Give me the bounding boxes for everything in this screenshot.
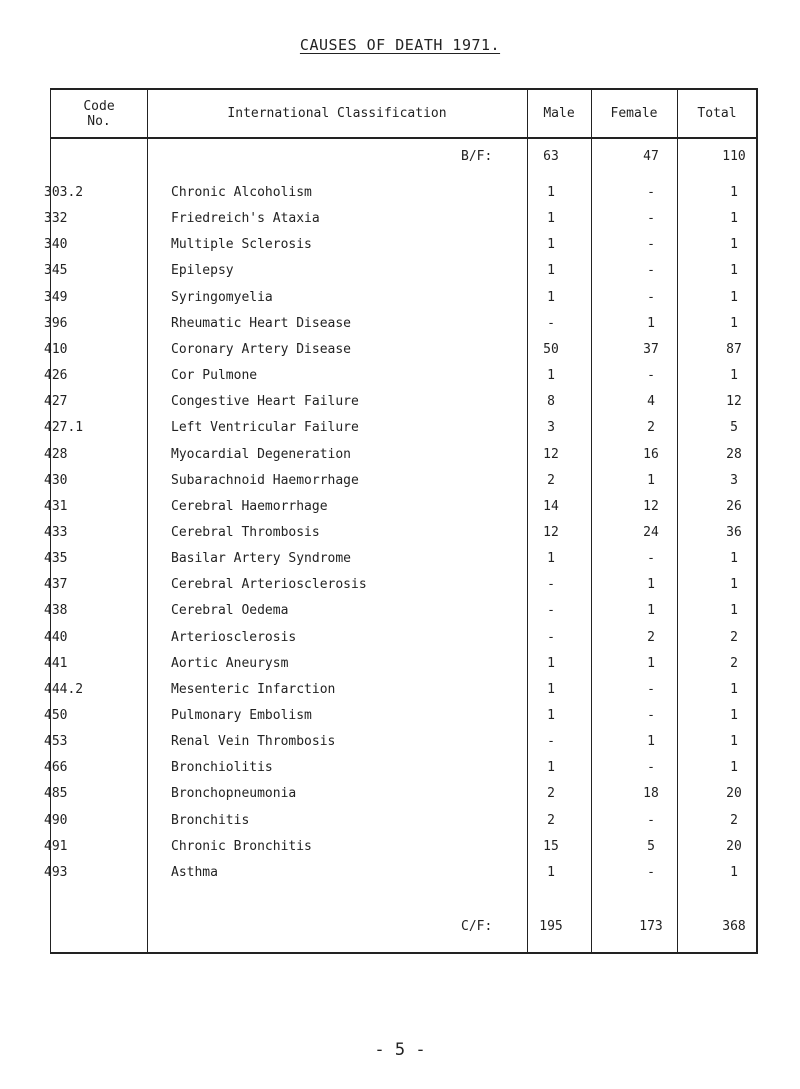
- row-code: 396: [44, 315, 68, 331]
- row-code: 444.2: [44, 681, 84, 697]
- table-row: [44, 470, 756, 494]
- table-row: [44, 391, 756, 415]
- carried-forward-total: 368: [722, 919, 746, 934]
- table-row: [44, 836, 756, 860]
- row-code: 466: [44, 760, 68, 776]
- row-total: 1: [730, 211, 738, 227]
- row-disease: Arteriosclerosis: [171, 629, 297, 645]
- row-female: -: [647, 812, 655, 828]
- row-total: 2: [730, 655, 738, 671]
- row-disease: Basilar Artery Syndrome: [171, 551, 352, 567]
- header-classification: International Classification: [227, 106, 447, 121]
- row-disease: Cerebral Oedema: [171, 603, 289, 619]
- row-code: 410: [44, 341, 68, 357]
- row-code: 430: [44, 472, 68, 488]
- row-disease: Cerebral Haemorrhage: [171, 498, 328, 514]
- row-total: 28: [726, 446, 742, 462]
- row-male: 1: [547, 185, 555, 200]
- brought-forward-female: 47: [643, 149, 659, 164]
- row-male: -: [547, 315, 555, 331]
- row-disease: Chronic Bronchitis: [171, 838, 312, 854]
- row-code: 340: [44, 237, 68, 253]
- row-male: 1: [547, 655, 555, 671]
- row-male: -: [547, 577, 555, 593]
- table-row: [44, 731, 756, 755]
- row-code: 427: [44, 394, 68, 410]
- row-total: 1: [730, 760, 738, 776]
- table-row: [44, 444, 756, 468]
- row-female: -: [647, 263, 655, 279]
- row-total: 3: [730, 472, 738, 488]
- row-male: 1: [547, 237, 555, 253]
- table-row: [44, 783, 756, 807]
- row-male: -: [547, 629, 555, 645]
- table-row: [44, 679, 756, 703]
- row-total: 1: [730, 185, 738, 200]
- brought-forward-male: 63: [543, 149, 559, 164]
- table-row: [44, 287, 756, 311]
- row-female: 4: [647, 394, 655, 410]
- header-divider: [51, 137, 756, 139]
- row-total: 1: [730, 734, 738, 750]
- row-disease: Bronchitis: [171, 812, 250, 828]
- row-female: -: [647, 760, 655, 776]
- row-female: 1: [647, 603, 655, 619]
- row-male: 1: [547, 681, 555, 697]
- row-female: 1: [647, 472, 655, 488]
- row-disease: Pulmonary Embolism: [171, 708, 312, 723]
- row-code: 438: [44, 603, 68, 619]
- table-row: [44, 600, 756, 624]
- row-disease: Epilepsy: [171, 263, 234, 279]
- row-female: -: [647, 368, 655, 384]
- row-code: 440: [44, 629, 68, 645]
- table-row: [44, 627, 756, 651]
- table-row: [44, 365, 756, 389]
- row-total: 1: [730, 263, 738, 279]
- row-male: 12: [543, 446, 559, 462]
- brought-forward-row: [51, 146, 756, 170]
- row-disease: Bronchopneumonia: [171, 786, 297, 802]
- row-code: 485: [44, 786, 68, 802]
- row-code: 450: [44, 708, 68, 723]
- table-row: [44, 182, 756, 206]
- table-row: [44, 234, 756, 258]
- row-female: 1: [647, 315, 655, 331]
- row-code: 437: [44, 577, 68, 593]
- row-code: 349: [44, 289, 68, 305]
- row-male: -: [547, 734, 555, 750]
- row-female: 1: [647, 734, 655, 750]
- row-code: 493: [44, 864, 68, 880]
- causes-of-death-table: [44, 88, 758, 954]
- row-disease: Bronchiolitis: [171, 760, 273, 776]
- row-male: -: [547, 603, 555, 619]
- row-total: 1: [730, 603, 738, 619]
- row-code: 428: [44, 446, 68, 462]
- page-number: - 5 -: [374, 1040, 426, 1060]
- row-female: 1: [647, 655, 655, 671]
- row-male: 14: [543, 498, 559, 514]
- row-disease: Friedreich's Ataxia: [171, 211, 320, 227]
- row-female: -: [647, 864, 655, 880]
- row-male: 2: [547, 472, 555, 488]
- table-row: [44, 208, 756, 232]
- page-title: CAUSES OF DEATH 1971.: [299, 36, 501, 54]
- header-total: Total: [697, 106, 737, 121]
- row-disease: Renal Vein Thrombosis: [171, 734, 336, 750]
- table-row: [44, 496, 756, 520]
- row-male: 8: [547, 394, 555, 410]
- row-disease: Mesenteric Infarction: [171, 681, 336, 697]
- row-code: 345: [44, 263, 68, 279]
- row-code: 427.1: [44, 420, 84, 436]
- row-disease: Cerebral Thrombosis: [171, 524, 320, 540]
- row-male: 1: [547, 760, 555, 776]
- row-code: 491: [44, 838, 68, 854]
- row-disease: Chronic Alcoholism: [171, 185, 312, 200]
- row-male: 3: [547, 420, 555, 436]
- row-male: 50: [543, 341, 559, 357]
- carried-forward-row: [51, 916, 756, 940]
- row-disease: Myocardial Degeneration: [171, 446, 352, 462]
- row-total: 2: [730, 812, 738, 828]
- row-code: 426: [44, 368, 68, 384]
- table-row: [44, 313, 756, 337]
- row-code: 431: [44, 498, 68, 514]
- row-male: 1: [547, 368, 555, 384]
- header-female: Female: [610, 106, 658, 121]
- row-total: 20: [726, 838, 742, 854]
- row-female: -: [647, 681, 655, 697]
- row-male: 2: [547, 786, 555, 802]
- row-female: 2: [647, 420, 655, 436]
- row-total: 87: [726, 341, 742, 357]
- row-code: 332: [44, 211, 68, 227]
- brought-forward-total: 110: [722, 149, 746, 164]
- row-female: 1: [647, 577, 655, 593]
- row-code: 453: [44, 734, 68, 750]
- row-total: 36: [726, 524, 742, 540]
- row-disease: Aortic Aneurysm: [171, 655, 289, 671]
- row-total: 20: [726, 786, 742, 802]
- header-code: Code No.: [83, 98, 115, 129]
- row-female: 16: [643, 446, 659, 462]
- table-row: [44, 810, 756, 834]
- row-female: 18: [643, 786, 659, 802]
- row-female: -: [647, 185, 655, 200]
- row-disease: Cor Pulmone: [171, 368, 258, 384]
- row-male: 12: [543, 524, 559, 540]
- row-disease: Rheumatic Heart Disease: [171, 315, 352, 331]
- carried-forward-male: 195: [539, 919, 563, 934]
- brought-forward-label: B/F:: [461, 149, 493, 164]
- row-total: 1: [730, 681, 738, 697]
- row-female: 5: [647, 838, 655, 854]
- row-disease: Congestive Heart Failure: [171, 394, 359, 410]
- row-code: 433: [44, 524, 68, 540]
- row-female: -: [647, 237, 655, 253]
- header-male: Male: [543, 106, 575, 121]
- row-total: 1: [730, 289, 738, 305]
- table-row: [44, 522, 756, 546]
- row-disease: Coronary Artery Disease: [171, 341, 352, 357]
- row-total: 1: [730, 368, 738, 384]
- row-female: -: [647, 708, 655, 723]
- row-disease: Syringomyelia: [171, 289, 273, 305]
- row-disease: Left Ventricular Failure: [171, 420, 359, 436]
- row-code: 490: [44, 812, 68, 828]
- row-female: 12: [643, 498, 659, 514]
- table-row: [44, 548, 756, 572]
- row-code: 303.2: [44, 185, 84, 200]
- row-male: 1: [547, 211, 555, 227]
- table-row: [44, 653, 756, 677]
- row-female: -: [647, 211, 655, 227]
- row-code: 435: [44, 551, 68, 567]
- row-total: 5: [730, 420, 738, 436]
- row-disease: Asthma: [171, 864, 218, 880]
- row-disease: Cerebral Arteriosclerosis: [171, 577, 367, 593]
- row-total: 1: [730, 315, 738, 331]
- row-male: 1: [547, 263, 555, 279]
- row-total: 1: [730, 864, 738, 880]
- table-row: [44, 705, 756, 729]
- row-code: 441: [44, 655, 68, 671]
- row-total: 1: [730, 708, 738, 723]
- table-row: [44, 417, 756, 441]
- carried-forward-female: 173: [639, 919, 663, 934]
- row-total: 1: [730, 237, 738, 253]
- row-male: 15: [543, 838, 559, 854]
- row-male: 1: [547, 289, 555, 305]
- row-total: 12: [726, 394, 742, 410]
- row-disease: Subarachnoid Haemorrhage: [171, 472, 359, 488]
- table-row: [44, 757, 756, 781]
- row-female: -: [647, 551, 655, 567]
- row-total: 2: [730, 629, 738, 645]
- table-row: [44, 260, 756, 284]
- table-row: [44, 339, 756, 363]
- row-male: 1: [547, 864, 555, 880]
- row-total: 1: [730, 551, 738, 567]
- row-female: -: [647, 289, 655, 305]
- row-total: 1: [730, 577, 738, 593]
- table-row: [44, 862, 756, 886]
- row-male: 2: [547, 812, 555, 828]
- row-male: 1: [547, 551, 555, 567]
- carried-forward-label: C/F:: [461, 919, 493, 934]
- row-male: 1: [547, 708, 555, 723]
- row-disease: Multiple Sclerosis: [171, 237, 312, 253]
- row-female: 37: [643, 341, 659, 357]
- row-female: 24: [643, 524, 659, 540]
- table-row: [44, 574, 756, 598]
- row-female: 2: [647, 629, 655, 645]
- row-total: 26: [726, 498, 742, 514]
